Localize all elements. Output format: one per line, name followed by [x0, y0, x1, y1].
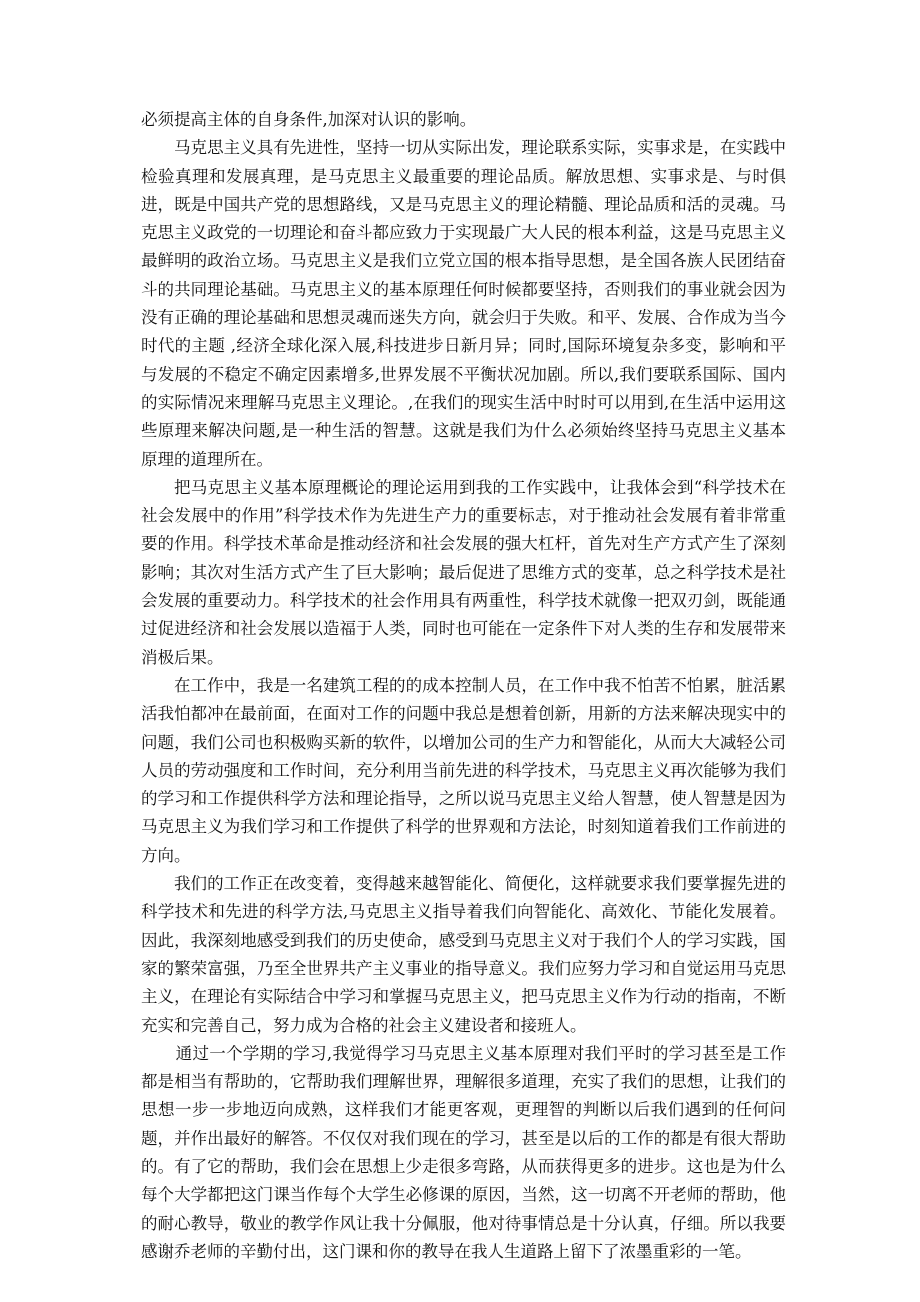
- paragraph-semester-summary: 通过一个学期的学习,我觉得学习马克思主义基本原理对我们平时的学习甚至是工作都是相当有帮助的，它帮助我们理解世界，理解很多道理，充实了我们的思想，让我们的思想一步一步地迈向成熟，这样我们才能更客观，更理智的判断以后我们遇到的任何问题，并作出最好的解答。不仅仅对我们现在的学习，甚至是以后的工作的都是有很大帮助的。有了它的帮助，我们会在思想上少走很多弯路，从而获得更多的进步。这也是为什么每个大学都把这门课当作每个大学生必修课的原因，当然，这一切离不开老师的帮助，他的耐心教导，敬业的教学作风让我十分佩服，他对待事情总是十分认真，仔细。所以我要感谢乔老师的辛勤付出，这门课和你的教导在我人生道路上留下了浓墨重彩的一笔。: [141, 1043, 786, 1261]
- paragraph-work-experience: 在工作中，我是一名建筑工程的的成本控制人员，在工作中我不怕苦不怕累，脏活累活我怕都冲在最前面，在面对工作的问题中我总是想着创新，用新的方法来解决现实中的问题，我们公司也积极购买新的软件，以增加公司的生产力和智能化，从而大大减轻公司人员的劳动强度和工作时间，充分利用当前先进的科学技术，马克思主义再次能够为我们的学习和工作提供科学方法和理论指导，之所以说马克思主义给人智慧，使人智慧是因为马克思主义为我们学习和工作提供了科学的世界观和方法论，时刻知道着我们工作前进的方向。: [141, 675, 786, 865]
- paragraph-work-changing: 我们的工作正在改变着，变得越来越智能化、简便化，这样就要求我们要掌握先进的科学技术和先进的科学方法,马克思主义指导着我们向智能化、高效化、节能化发展着。因此，我深刻地感受到我们的历史使命，感受到马克思主义对于我们个人的学习实践，国家的繁荣富强，乃至全世界共产主义事业的指导意义。我们应努力学习和自觉运用马克思主义，在理论有实际结合中学习和掌握马克思主义，把马克思主义作为行动的指南，不断充实和完善自己，努力成为合格的社会主义建设者和接班人。: [141, 874, 786, 1035]
- paragraph-continuation: 必须提高主体的自身条件,加深对认识的影响。: [141, 110, 477, 129]
- document-body: [141, 106, 786, 1266]
- paragraph-science-technology: 把马克思主义基本原理概论的理论运用到我的工作实践中，让我体会到“科学技术在社会发展中的作用”科学技术作为先进生产力的重要标志，对于推动社会发展有着非常重要的作用。科学技术革命是推动经济和社会发展的强大杠杆，首先对生产方式产生了深刻影响；其次对生活方式产生了巨大影响；最后促进了思维方式的变革，总之科学技术是社会发展的重要动力。科学技术的社会作用具有两重性，科学技术就像一把双刃剑，既能通过促进经济和社会发展以造福于人类，同时也可能在一定条件下对人类的生存和发展带来消极后果。: [141, 477, 786, 667]
- paragraph-marxism-advanced: 马克思主义具有先进性，坚持一切从实际出发，理论联系实际，实事求是，在实践中检验真理和发展真理，是马克思主义最重要的理论品质。解放思想、实事求是、与时俱进，既是中国共产党的思想路线，又是马克思主义的理论精髓、理论品质和活的灵魂。马克思主义政党的一切理论和奋斗都应致力于实现最广大人民的根本利益，这是马克思主义最鲜明的政治立场。马克思主义是我们立党立国的根本指导思想，是全国各族人民团结奋斗的共同理论基础。马克思主义的基本原理任何时候都要坚持，否则我们的事业就会因为没有正确的理论基础和思想灵魂而迷失方向，就会归于失败。和平、发展、合作成为当今时代的主题 ,经济全球化深入展,科技进步日新月异；同时,国际环境复杂多变，影响和平与发展的不稳定不确定因素增多,世界发展不平衡状况加剧。所以,我们要联系国际、国内的实际情况来理解马克思主义理论。,在我们的现实生活中时时可以用到,在生活中运用这些原理来解决问题,是一种生活的智慧。这就是我们为什么必须始终坚持马克思主义基本原理的道理所在。: [141, 138, 786, 469]
